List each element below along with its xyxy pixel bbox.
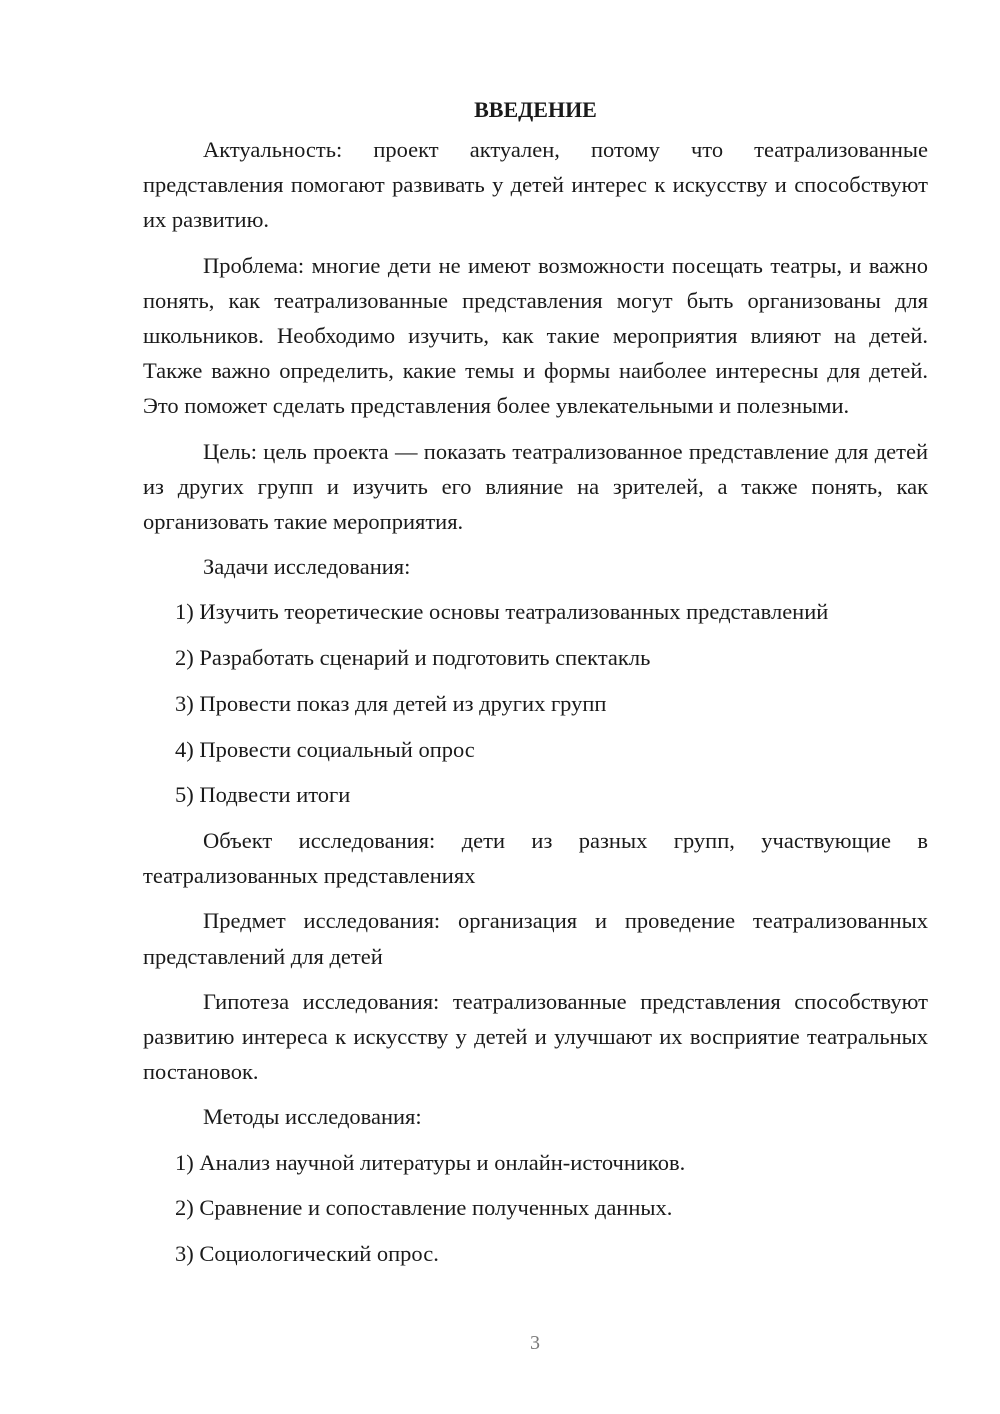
task-item-4: 4) Провести социальный опрос bbox=[175, 736, 475, 762]
method-item-3: 3) Социологический опрос. bbox=[175, 1240, 439, 1266]
problem-paragraph: Проблема: многие дети не имеют возможности посещать театры, и важно понять, как театрализованные представления могут быть организованы для школьников. Необходимо изучить, как такие мероприятия влияют на детей. Также важно определить, какие темы и формы наиболее интересны для детей. Это поможет сделать представления более увлекательными и полезными. bbox=[143, 252, 928, 419]
tasks-list bbox=[143, 594, 928, 812]
methods-list bbox=[143, 1145, 928, 1272]
object-paragraph: Объект исследования: дети из разных групп, участвующие в театрализованных представлениях bbox=[143, 827, 928, 889]
subject-paragraph: Предмет исследования: организация и проведение театрализованных представлений для детей bbox=[143, 908, 928, 969]
document-page bbox=[143, 92, 928, 1282]
task-item-3: 3) Провести показ для детей из других групп bbox=[175, 690, 607, 716]
task-item-5: 5) Подвести итоги bbox=[175, 782, 351, 808]
task-item-2: 2) Разработать сценарий и подготовить спектакль bbox=[175, 645, 651, 671]
methods-heading: Методы исследования: bbox=[203, 1104, 422, 1130]
hypothesis-paragraph: Гипотеза исследования: театрализованные представления способствуют развитию интереса к искусству у детей и улучшают их восприятие театральных постановок. bbox=[143, 988, 928, 1085]
method-item-2: 2) Сравнение и сопоставление полученных данных. bbox=[175, 1195, 673, 1221]
goal-paragraph: Цель: цель проекта — показать театрализованное представление для детей из других групп и изучить его влияние на зрителей, а также понять, как организовать такие мероприятия. bbox=[143, 438, 928, 535]
page-number: 3 bbox=[530, 1332, 540, 1354]
relevance-paragraph: Актуальность: проект актуален, потому что театрализованные представления помогают развивать у детей интерес к искусству и способствуют их развитию. bbox=[143, 137, 928, 233]
task-item-1: 1) Изучить теоретические основы театрализованных представлений bbox=[175, 599, 829, 625]
method-item-1: 1) Анализ научной литературы и онлайн-источников. bbox=[175, 1149, 686, 1175]
section-title: ВВЕДЕНИЕ bbox=[474, 97, 597, 122]
tasks-heading: Задачи исследования: bbox=[203, 554, 411, 580]
